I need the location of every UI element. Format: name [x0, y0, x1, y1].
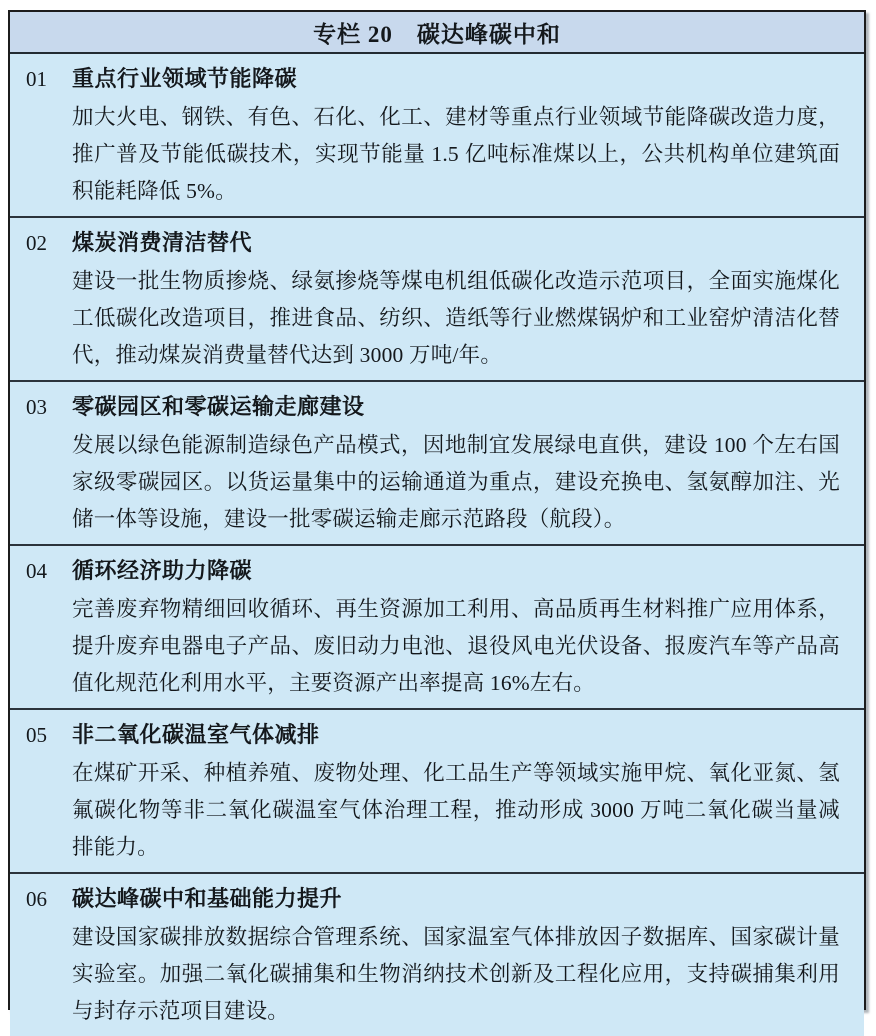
section-number: 02 [26, 231, 47, 255]
section-title: 零碳园区和零碳运输走廊建设 [72, 394, 365, 419]
section-body: 加大火电、钢铁、有色、石化、化工、建材等重点行业领域节能降碳改造力度，推广普及节能低碳技术，实现节能量 1.5 亿吨标准煤以上，公共机构单位建筑面积能耗降低 5%。 [72, 105, 840, 203]
section-body: 完善废弃物精细回收循环、再生资源加工利用、高品质再生材料推广应用体系，提升废弃电器电子产品、废旧动力电池、退役风电光伏设备、报废汽车等产品高值化规范化利用水平，主要资源产出率提高 16%左右。 [72, 597, 840, 695]
section-body: 发展以绿色能源制造绿色产品模式，因地制宜发展绿电直供，建设 100 个左右国家级零碳园区。以货运量集中的运输通道为重点，建设充换电、氢氨醇加注、光储一体等设施，建设一批零碳运输走廊示范路段（航段）。 [72, 433, 840, 531]
panel-header-label: 专栏 20 [313, 21, 393, 47]
panel-header [10, 12, 864, 54]
section-number: 01 [26, 67, 47, 91]
panel-header-title: 碳达峰碳中和 [416, 21, 561, 47]
section-head [26, 60, 840, 98]
policy-box-panel [8, 10, 866, 1023]
section-body: 建设国家碳排放数据综合管理系统、国家温室气体排放因子数据库、国家碳计量实验室。加强二氧化碳捕集和生物消纳技术创新及工程化应用，支持碳捕集利用与封存示范项目建设。 [72, 925, 840, 1023]
section-head [26, 224, 840, 262]
section-title: 煤炭消费清洁替代 [72, 230, 253, 255]
section-row [10, 544, 864, 708]
section-head [26, 388, 840, 426]
section-number: 03 [26, 395, 47, 419]
sections-container [10, 54, 864, 1036]
section-number: 05 [26, 723, 47, 747]
section-row [10, 872, 864, 1036]
section-head [26, 716, 840, 754]
section-title: 非二氧化碳温室气体减排 [72, 722, 320, 747]
section-title: 重点行业领域节能降碳 [72, 66, 298, 91]
section-row [10, 380, 864, 544]
section-body: 建设一批生物质掺烧、绿氨掺烧等煤电机组低碳化改造示范项目，全面实施煤化工低碳化改造项目，推进食品、纺织、造纸等行业燃煤锅炉和工业窑炉清洁化替代，推动煤炭消费量替代达到 3000 万吨/年。 [72, 269, 840, 367]
section-title: 循环经济助力降碳 [72, 558, 253, 583]
section-head [26, 880, 840, 918]
section-number: 04 [26, 559, 47, 583]
section-body: 在煤矿开采、种植养殖、废物处理、化工品生产等领域实施甲烷、氧化亚氮、氢氟碳化物等非二氧化碳温室气体治理工程，推动形成 3000 万吨二氧化碳当量减排能力。 [72, 761, 840, 859]
section-title: 碳达峰碳中和基础能力提升 [72, 886, 343, 911]
section-row [10, 216, 864, 380]
section-number: 06 [26, 887, 47, 911]
section-row [10, 54, 864, 216]
section-row [10, 708, 864, 872]
section-head [26, 552, 840, 590]
